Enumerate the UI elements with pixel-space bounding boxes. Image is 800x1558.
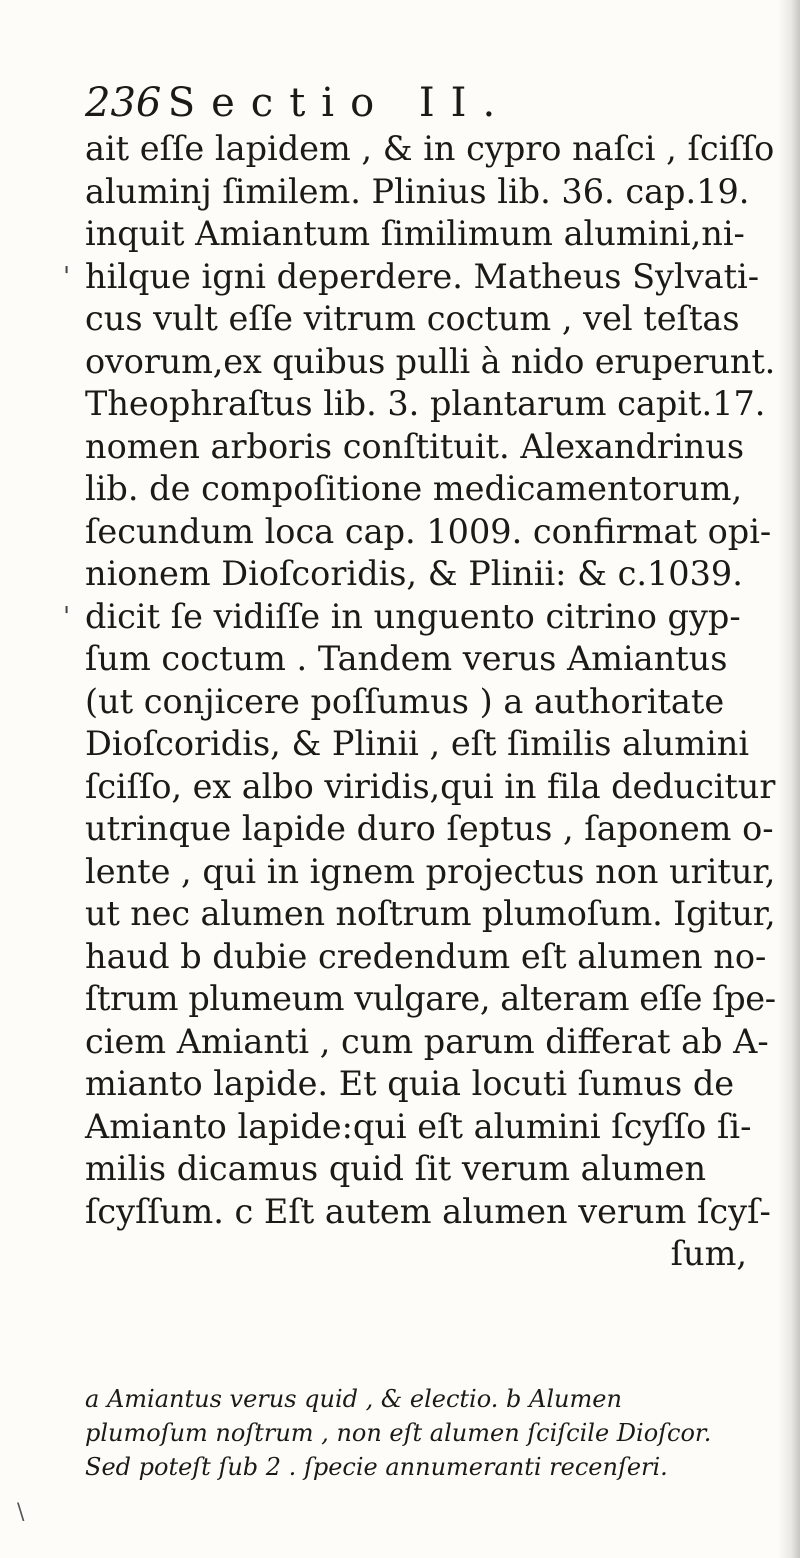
section-heading: Sectio II. [167, 80, 512, 126]
footnote-line: plumoſum noſtrum , non eſt alumen ſciſcile Dioſcor. [85, 1419, 712, 1447]
margin-mark: ' [63, 262, 71, 292]
body-text [63, 128, 776, 1276]
text-line: dicit ſe vidiſſe in unguento citrino gyp- [85, 596, 741, 636]
text-line: nionem Dioſcoridis, & Plinii: & c.1039. [85, 554, 743, 593]
text-line: aluminj ſimilem. Plinius lib. 36. cap.19. [85, 171, 750, 211]
text-line: nomen arboris conſtituit. Alexandrinus [85, 426, 745, 466]
text-line: milis dicamus quid ſit verum alumen [85, 1149, 707, 1188]
text-line: ovorum,ex quibus pulli à nido eruperunt. [85, 341, 776, 381]
footnote-line: Sed poteſt ſub 2 . ſpecie annumeranti recenſeri. [85, 1453, 668, 1481]
text-line: ſum coctum . Tandem verus Amiantus [85, 639, 728, 678]
running-header [85, 78, 511, 128]
margin-mark: ' [63, 602, 71, 632]
catchword: ſum, [670, 1234, 747, 1273]
text-line: ſecundum loca cap. 1009. confirmat opi- [85, 511, 772, 551]
text-line: Dioſcoridis, & Plinii , eſt ſimilis alumini [85, 724, 750, 763]
page-edge-shadow [778, 0, 800, 1558]
text-line: inquit Amiantum ſimilimum alumini,ni- [85, 214, 745, 253]
text-line: ſciſſo, ex albo viridis,qui in fila deducitur [85, 766, 776, 806]
text-line: ait eſſe lapidem , & in cypro naſci , ſciſſo [85, 129, 775, 168]
text-line: Theophraſtus lib. 3. plantarum capit.17. [85, 384, 766, 423]
text-line: mianto lapide. Et quia locuti ſumus de [85, 1064, 735, 1103]
text-line: hilque igni deperdere. Matheus Sylvati- [85, 256, 760, 296]
text-line: (ut conjicere poſſumus ) a authoritate [85, 681, 725, 721]
stray-mark: \ [17, 1500, 25, 1525]
text-line: ſtrum plumeum vulgare, alteram eſſe ſpe- [85, 979, 776, 1018]
text-line: ciem Amianti , cum parum differat ab A- [85, 1021, 769, 1061]
text-line: Amianto lapide:qui eſt alumini ſcyſſo ſi- [85, 1106, 752, 1146]
text-line: utrinque lapide duro ſeptus , ſaponem o- [85, 809, 774, 848]
footnotes [85, 1382, 775, 1484]
text-line: lente , qui in ignem projectus non uritur, [85, 851, 776, 891]
footnote-line: a Amiantus verus quid , & electio. b Alumen [85, 1385, 622, 1413]
text-line: ſcyſſum. c Eſt autem alumen verum ſcyſ- [85, 1191, 771, 1231]
text-line: haud b dubie credendum eſt alumen no- [85, 936, 767, 976]
text-line: cus vult eſſe vitrum coctum , vel teſtas [85, 299, 740, 338]
text-line: ut nec alumen noſtrum plumoſum. Igitur, [85, 894, 776, 933]
page-number: 236 [85, 80, 162, 126]
text-line: lib. de compoſitione medicamentorum, [85, 469, 743, 508]
